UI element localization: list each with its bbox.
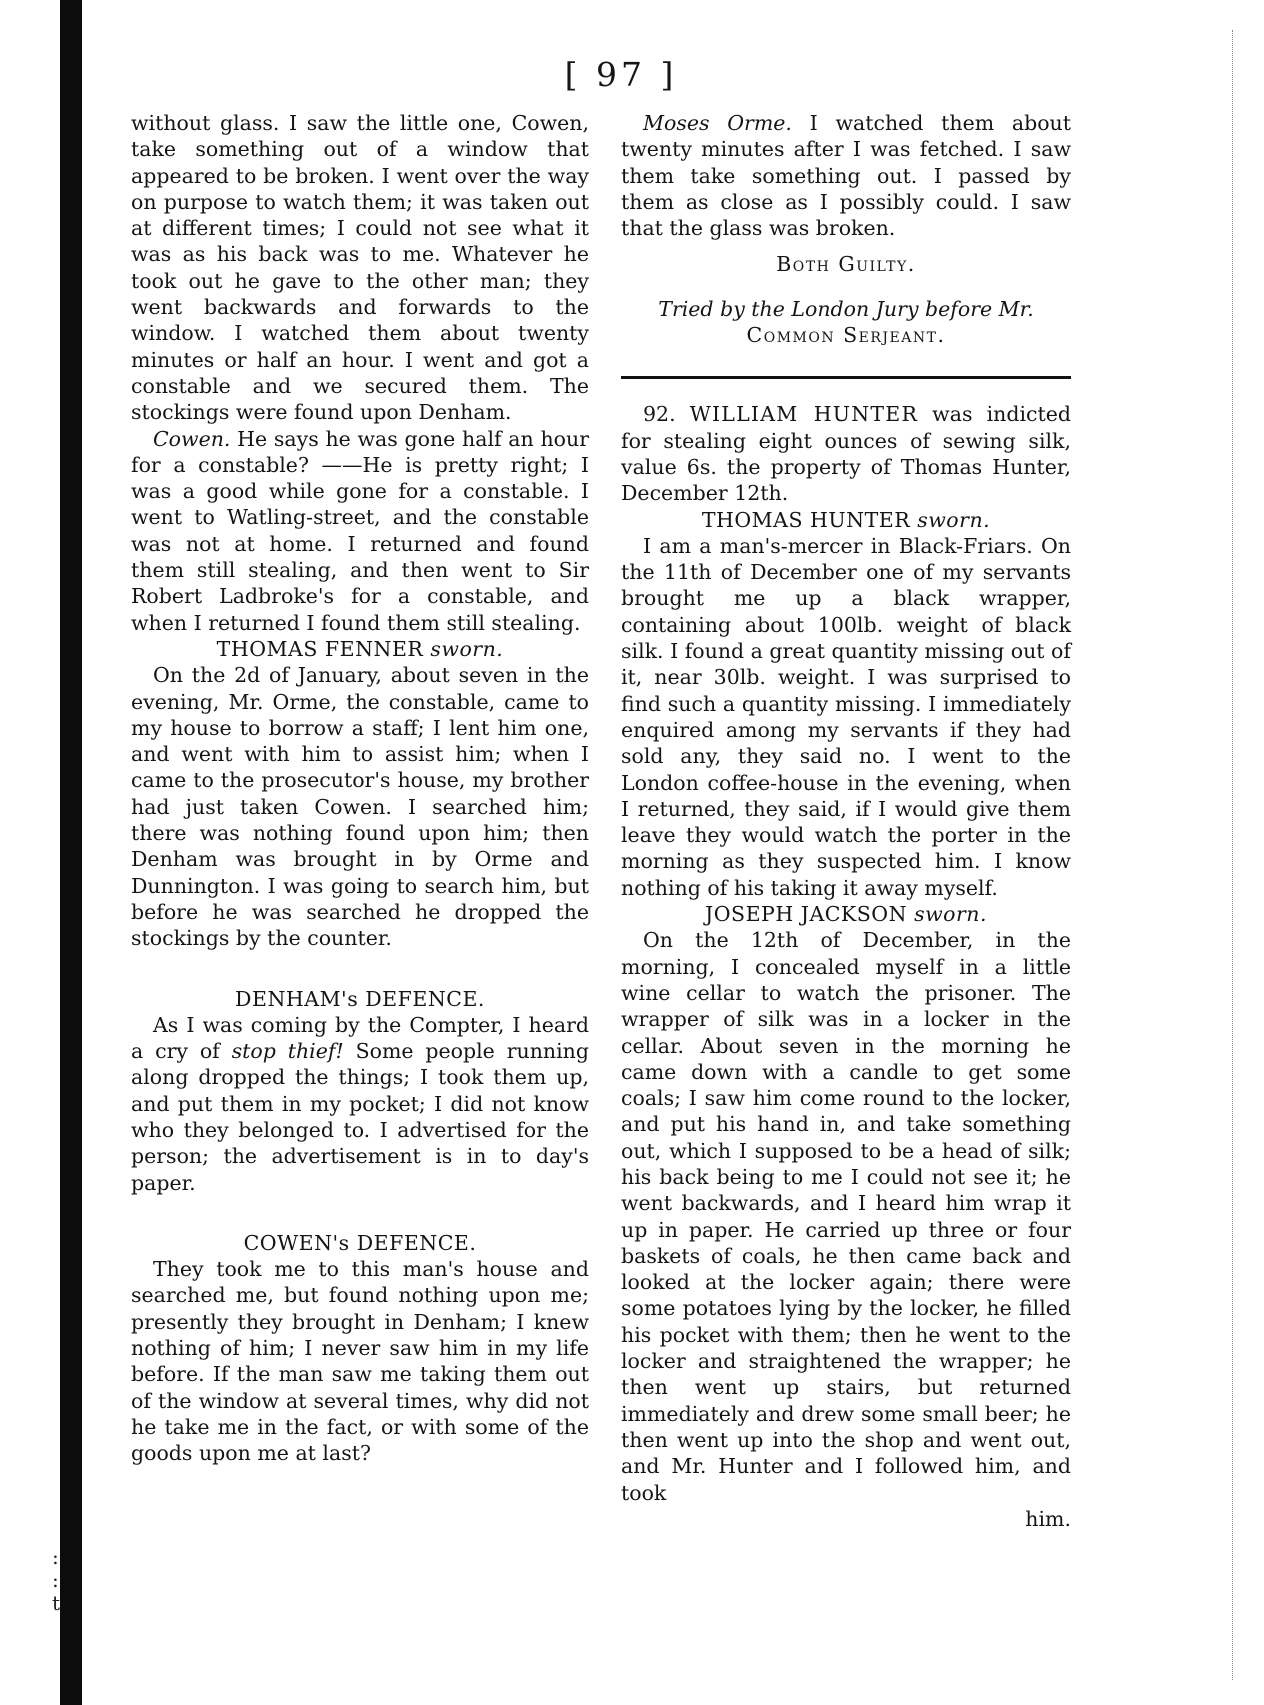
margin-mark: : bbox=[52, 1568, 59, 1592]
verdict: Both Guilty. bbox=[776, 252, 916, 277]
left-column bbox=[131, 110, 589, 1467]
witness-name: THOMAS FENNER bbox=[216, 636, 424, 661]
testimony-paragraph: without glass. I saw the little one, Cowen, take something out of a window that appeared to be broken. I went over the way on purpose to watch them; it was taken out at different times; I could not see what it was as his back was to me. Whatever he took out he gave to the other man; they went backwards and forwards to the window. I watched them about twenty minutes or half an hour. I went and got a constable and we secured them. The stockings were found upon Denham. bbox=[131, 111, 589, 425]
sworn-label: sworn. bbox=[917, 507, 991, 532]
speaker-name: Cowen. bbox=[153, 426, 231, 451]
page-edge bbox=[1232, 30, 1234, 1680]
right-column bbox=[621, 110, 1071, 1532]
testimony-paragraph: On the 2d of January, about seven in the evening, Mr. Orme, the constable, came to my house to borrow a staff; I lent him one, and went with him to assist him; when I came to the prosecutor's house, my brother had just taken Cowen. I searched him; there was nothing found upon him; then Denham was brought in by Orme and Dunnington. I was going to search him, but before he was searched he dropped the stockings by the counter. bbox=[131, 663, 589, 951]
sworn-label: sworn. bbox=[914, 902, 987, 927]
sworn-label: sworn. bbox=[430, 636, 504, 661]
margin-mark: : bbox=[52, 1545, 59, 1569]
judge-line: Common Serjeant. bbox=[746, 323, 946, 348]
testimony-paragraph: On the 12th of December, in the morning, I concealed myself in a little wine cellar to watch the prisoner. The wrapper of silk was in a locker in the cellar. About seven in the morning he came down with a candle to get some coals; I saw him come round to the locker, and put his hand in, and take something out, which I supposed to be a head of silk; his back being to me I could not see it; he went backwards, and I heard him wrap it up in paper. He carried up three or four baskets of coals, he then came back and looked at the locker again; there were some potatoes lying by the locker, he filled his pocket with them; then he went to the locker and straightened the wrapper; he then went up stairs, but returned immediately and drew some small beer; he then went up into the shop and went out, and Mr. Hunter and I followed him, and took bbox=[621, 928, 1071, 1505]
defence-paragraph: They took me to this man's house and searched me, but found nothing upon me; presently they brought in Denham; I knew nothing of him; I never saw him in my life before. If the man saw me taking them out of the window at several times, why did not he take me in the fact, or with some of the goods upon me at last? bbox=[131, 1257, 589, 1466]
testimony-text: I watched them about twenty minutes after I was fetched. I saw them take something out. I passed by them as close as I possibly could. I saw that the glass was broken. bbox=[621, 111, 1071, 241]
testimony-paragraph bbox=[131, 426, 589, 636]
defendant-name: WILLIAM HUNTER bbox=[689, 402, 919, 427]
speaker-name: Moses Orme. bbox=[643, 111, 792, 135]
tried-line: Tried by the London Jury before Mr. bbox=[658, 296, 1034, 321]
defence-heading: COWEN's DEFENCE. bbox=[243, 1230, 477, 1255]
margin-mark: t bbox=[52, 1591, 61, 1615]
witness-name: JOSEPH JACKSON bbox=[705, 902, 908, 927]
indictment-text: was indicted for stealing eight ounces of sewing silk, value 6s. the property of Thomas Hunter, December 12th. bbox=[621, 402, 1071, 506]
case-number: 92. bbox=[643, 402, 676, 427]
witness-heading bbox=[131, 636, 589, 662]
witness-heading bbox=[621, 507, 1071, 533]
quoted-cry: stop thief! bbox=[231, 1039, 344, 1064]
witness-heading bbox=[621, 901, 1071, 927]
binding-shadow bbox=[60, 0, 82, 1705]
witness-name: THOMAS HUNTER bbox=[701, 507, 911, 532]
testimony-text: He says he was gone half an hour for a constable? ——He is pretty right; I was a good while gone for a constable. I went to Watling-street, and the constable was not at home. I returned and found them still stealing, and then went to Sir Robert Ladbroke's for a constable, and when I returned I found them still stealing. bbox=[131, 426, 589, 635]
defence-paragraph bbox=[131, 1012, 589, 1196]
testimony-paragraph bbox=[621, 110, 1071, 241]
defence-text: As I was coming by the Compter, I heard a cry of bbox=[131, 1012, 589, 1064]
defence-heading: DENHAM's DEFENCE. bbox=[235, 986, 485, 1011]
section-rule bbox=[621, 376, 1071, 379]
defence-text: Some people running along dropped the things; I took them up, and put them in my pocket; I did not know who they belonged to. I advertised for the person; the advertisement is in to day's paper. bbox=[131, 1039, 589, 1195]
catchword: him. bbox=[1025, 1506, 1071, 1531]
testimony-paragraph: I am a man's-mercer in Black-Friars. On the 11th of December one of my servants brought me up a black wrapper, containing about 100lb. weight of black silk. I found a great quantity missing out of it, near 30lb. weight. I was surprised to find such a quantity missing. I immediately enquired among my servants if they had sold any, they said no. I went to the London coffee-house in the evening, when I returned, they said, if I would give them leave they would watch the porter in the morning as they suspected him. I know nothing of his taking it away myself. bbox=[621, 533, 1071, 900]
page-number: [ 97 ] bbox=[564, 55, 678, 94]
case-heading bbox=[621, 401, 1071, 506]
